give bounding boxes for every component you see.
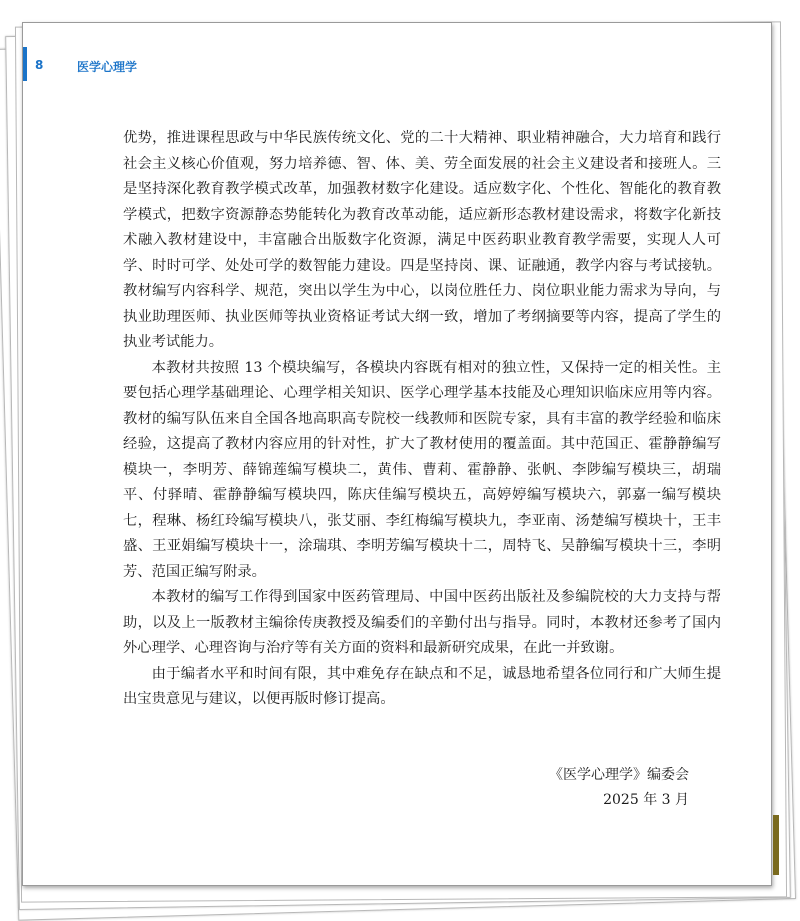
running-header-title: 医学心理学 [77,60,138,74]
paragraph-modules: 本教材共按照 13 个模块编写，各模块内容既有相对的独立性，又保持一定的相关性。主要包括心理学基础理论、心理学相关知识、医学心理学基本技能及心理知识临床应用等内容。教材的编写队伍来自全国各地高职高专院校一线教师和医院专家，具有丰富的教学经验和临床经验，这提高了教材内容应用的针对性，扩大了教材使用的覆盖面。其中范国正、霍静静编写模块一，李明芳、薛锦莲编写模块二，黄伟、曹莉、霍静静、张帆、李陟编写模块三，胡瑞平、付驿晴、霍静静编写模块四，陈庆佳编写模块五，高婷婷编写模块六，郭嘉一编写模块七，程琳、杨红玲编写模块八，张艾丽、李红梅编写模块九，李亚南、汤楚编写模块十，王丰盛、王亚娟编写模块十一，涂瑞琪、李明芳编写模块十二，周特飞、吴静编写模块十三，李明芳、范国正编写附录。 [123,359,721,580]
paragraph-continued: 优势，推进课程思政与中华民族传统文化、党的二十大精神、职业精神融合，大力培育和践行社会主义核心价值观，努力培养德、智、体、美、劳全面发展的社会主义建设者和接班人。三是坚持深化教育教学模式改革，加强教材数字化建设。适应数字化、个性化、智能化的教育教学模式，把数字资源静态势能转化为教育改革动能，适应新形态教材建设需求，将数字化新技术融入教材建设中，丰富融合出版数字化资源，满足中医药职业教育教学需要，实现人人可学、时时可学、处处可学的数智能力建设。四是坚持岗、课、证融通，教学内容与考试接轨。教材编写内容科学、规范，突出以学生为中心，以岗位胜任力、岗位职业能力需求为导向，与执业助理医师、执业医师等执业资格证考试大纲一致，增加了考纲摘要等内容，提高了学生的执业考试能力。 [123,130,721,350]
editorial-committee: 《医学心理学》编委会 [549,767,689,783]
signature-date: 2025 年 3 月 [603,792,689,808]
header-accent-bar [23,47,27,81]
signature-block [549,763,689,813]
paragraph-acknowledgements: 本教材的编写工作得到国家中医药管理局、中国中医药出版社及参编院校的大力支持与帮助，以及上一版教材主编徐传庚教授及编委们的辛勤付出与指导。同时，本教材还参考了国内外心理学、心理咨询与治疗等有关方面的资料和最新研究成果，在此一并致谢。 [123,589,721,656]
book-page [22,22,772,886]
book-spine-edge [773,815,779,875]
body-text [123,126,721,713]
paragraph-closing: 由于编者水平和时间有限，其中难免存在缺点和不足，诚恳地希望各位同行和广大师生提出宝贵意见与建议，以便再版时修订提高。 [123,665,721,707]
page-number: 8 [35,58,44,72]
